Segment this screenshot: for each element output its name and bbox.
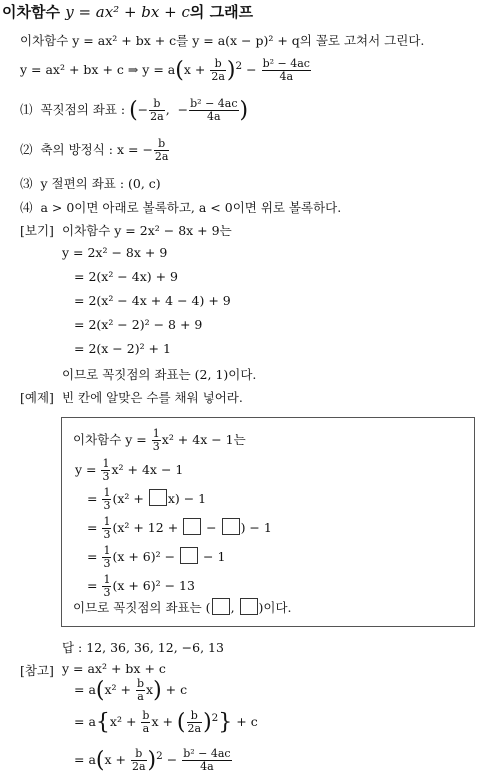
vertex-form-derivation: y = ax² + bx + c ⇒ y = a(x + $\frac{b}{2a}$ )$^2$ − $\frac{\text{b² − 4ac}}{4a}$ <box>20 57 310 83</box>
example-lead: 이차함수 y = 2x² − 8x + 9는 <box>62 223 232 238</box>
example-line: = 2(x − 2)² + 1 <box>74 341 171 356</box>
fraction: $\frac{b}{2a}$ <box>211 57 225 83</box>
example-conclusion: 이므로 꼭짓점의 좌표는 (2, 1)이다. <box>62 367 257 382</box>
item-vertex: ⑴ 꼭짓점의 좌표 : (− $\frac{b}{2a}$ , − $\frac{\text{b² − 4ac}}{4a}$ ) <box>20 97 249 123</box>
page-title: 이차함수 y = ax² + bx + c의 그래프 <box>2 3 254 21</box>
reference-line: = a(x + $\frac{b}{2a}$ )$^2$ − $\frac{\text{b² − 4ac}}{4a}$ <box>74 747 231 773</box>
reference-tag: [참고] <box>20 663 54 678</box>
blank-box[interactable] <box>149 489 167 506</box>
box-line: = $\frac{1}{3}$ (x² + x) − 1 <box>87 486 207 512</box>
box-conclusion: 이므로 꼭짓점의 좌표는 ( , )이다. <box>73 600 292 615</box>
box-line: = $\frac{1}{3}$ (x² + 12 + − ) − 1 <box>87 515 272 541</box>
example-line: = 2(x² − 4x) + 9 <box>74 269 179 284</box>
item-intercept: ⑶ y 절편의 좌표 : (0, c) <box>20 176 161 191</box>
answer: 답 : 12, 36, 36, 12, −6, 13 <box>62 640 224 655</box>
fraction: $\frac{\text{b² − 4ac}}{4a}$ <box>262 57 310 83</box>
example-line: = 2(x² − 2)² − 8 + 9 <box>74 317 203 332</box>
item-convexity: ⑷ a > 0이면 아래로 볼록하고, a < 0이면 위로 볼록하다. <box>20 200 342 215</box>
example-line: y = 2x² − 8x + 9 <box>62 245 168 260</box>
reference-line: y = ax² + bx + c <box>62 661 166 676</box>
intro-text: 이차함수 y = ax² + bx + c를 y = a(x − p)² + q의 꼴로 고쳐서 그린다. <box>20 33 425 48</box>
exercise-prompt: 빈 칸에 알맞은 수를 채워 넣어라. <box>62 390 243 405</box>
example-line: = 2(x² − 4x + 4 − 4) + 9 <box>74 293 231 308</box>
blank-box[interactable] <box>240 598 258 615</box>
box-lead: 이차함수 y = $\frac{1}{3}$ x² + 4x − 1는 <box>73 427 246 453</box>
box-line: = $\frac{1}{3}$ (x + 6)² − 13 <box>87 573 195 599</box>
blank-box[interactable] <box>183 518 201 535</box>
blank-box[interactable] <box>222 518 240 535</box>
item-axis: ⑵ 축의 방정식 : x = − $\frac{b}{2a}$ <box>20 137 169 163</box>
example-tag: [보기] <box>20 223 54 238</box>
reference-line: = a{x² + $\frac{b}{a}$ x + ( $\frac{b}{2a}$ )$^2$} + c <box>74 709 258 735</box>
box-line: = $\frac{1}{3}$ (x + 6)² − − 1 <box>87 544 226 570</box>
exercise-tag: [예제] <box>20 390 54 405</box>
blank-box[interactable] <box>180 547 198 564</box>
reference-line: = a(x² + $\frac{b}{a}$ x) + c <box>74 677 188 703</box>
blank-box[interactable] <box>212 598 230 615</box>
box-line: y = $\frac{1}{3}$ x² + 4x − 1 <box>75 457 184 483</box>
